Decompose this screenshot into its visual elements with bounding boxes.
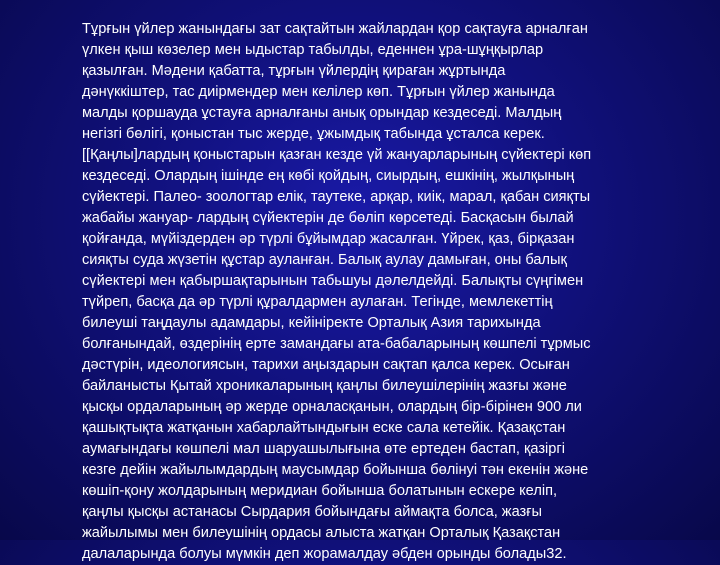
text-line: сүйектері мен қабыршақтарынын табьшуы дәлелдейді. Балықты сүңгімен xyxy=(82,273,584,289)
text-line: дәнүккіштер, тас диірмендер мен келілер көп. Тұрғын үйлер жанында xyxy=(82,84,555,100)
text-line: малды қоршауда ұстауға арналғаны анық орындар кездеседі. Малдың xyxy=(82,105,562,121)
text-line: билеуші таңдаулы адамдары, кейініректе Орталық Азия тарихында xyxy=(82,315,541,331)
text-line: қойғанда, мүйіздерден әр түрлі бұйымдар жасалған. Үйрек, қаз, бірқазан xyxy=(82,231,575,247)
text-line: Тұрғын үйлер жанындағы зат сақтайтын жайлардан қор сақтауға арналған xyxy=(82,21,588,37)
text-line: кездеседі. Олардың ішінде ең көбі қойдың, сиырдың, ешкінің, жылқының xyxy=(82,168,575,184)
text-line: жабайы жануар- лардың сүйектерін де бөліп көрсетеді. Басқасын былай xyxy=(82,210,574,226)
text-line: қаңлы қысқы астанасы Сырдария бойындағы аймақта болса, жазғы xyxy=(82,504,543,520)
text-line: жайылымы мен билеушінің ордасы алыста жатқан Орталық Қазақстан xyxy=(82,525,561,541)
text-line: қысқы ордаларының әр жерде орналасқанын, олардың бір-бірінен 900 ли xyxy=(82,399,582,415)
text-line: көшіп-қону жолдарының меридиан бойынша болатынын ескере келіп, xyxy=(82,483,558,499)
text-line: [[Қаңлы]лардың қоныстарын қазған кезде үй жануарларының сүйектері көп xyxy=(82,147,592,163)
text-line: болғанындай, өздерінің ерте замандағы ата-бабаларының көшпелі тұрмыс xyxy=(82,336,591,352)
text-line: сияқты суда жүзетін құстар ауланған. Балық аулау дамыған, оны балық xyxy=(82,252,567,268)
text-line: дәстүрін, идеологиясын, тарихи аңыздарын сақтап қалса керек. Осыған xyxy=(82,357,570,373)
text-line: байланысты Қытай хроникаларының қаңлы билеушілерінің жазғы және xyxy=(82,378,567,394)
text-line: далаларында болуы мүмкін деп жорамалдау әбден орынды болады32. xyxy=(82,546,567,562)
text-line: аумағындағы көшпелі мал шаруашылығына өте ертеден бастап, қазіргі xyxy=(82,441,565,457)
text-line: қашықтықта жатқанын хабарлайтындығын еске сала кетейік. Қазақстан xyxy=(82,420,566,436)
text-line: түйреп, басқа да әр түрлі құралдармен аулаған. Тегінде, мемлекеттің xyxy=(82,294,553,310)
body-text xyxy=(82,19,672,565)
text-line: сүйектері. Палео- зоологтар елік, таутеке, арқар, киік, марал, қабан сияқты xyxy=(82,189,591,205)
text-line: негізгі бөлігі, қоныстан тыс жерде, ұжымдық табында ұсталса керек. xyxy=(82,126,545,142)
text-line: үлкен қыш көзелер мен ыдыстар табылды, еденнен ұра-шұңқырлар xyxy=(82,42,544,58)
text-line: кезге дейін жайылымдардың маусымдар бойынша бөлінуі тән екенін және xyxy=(82,462,589,478)
text-line: қазылған. Мәдени қабатта, тұрғын үйлердің қираған жұртында xyxy=(82,63,506,79)
